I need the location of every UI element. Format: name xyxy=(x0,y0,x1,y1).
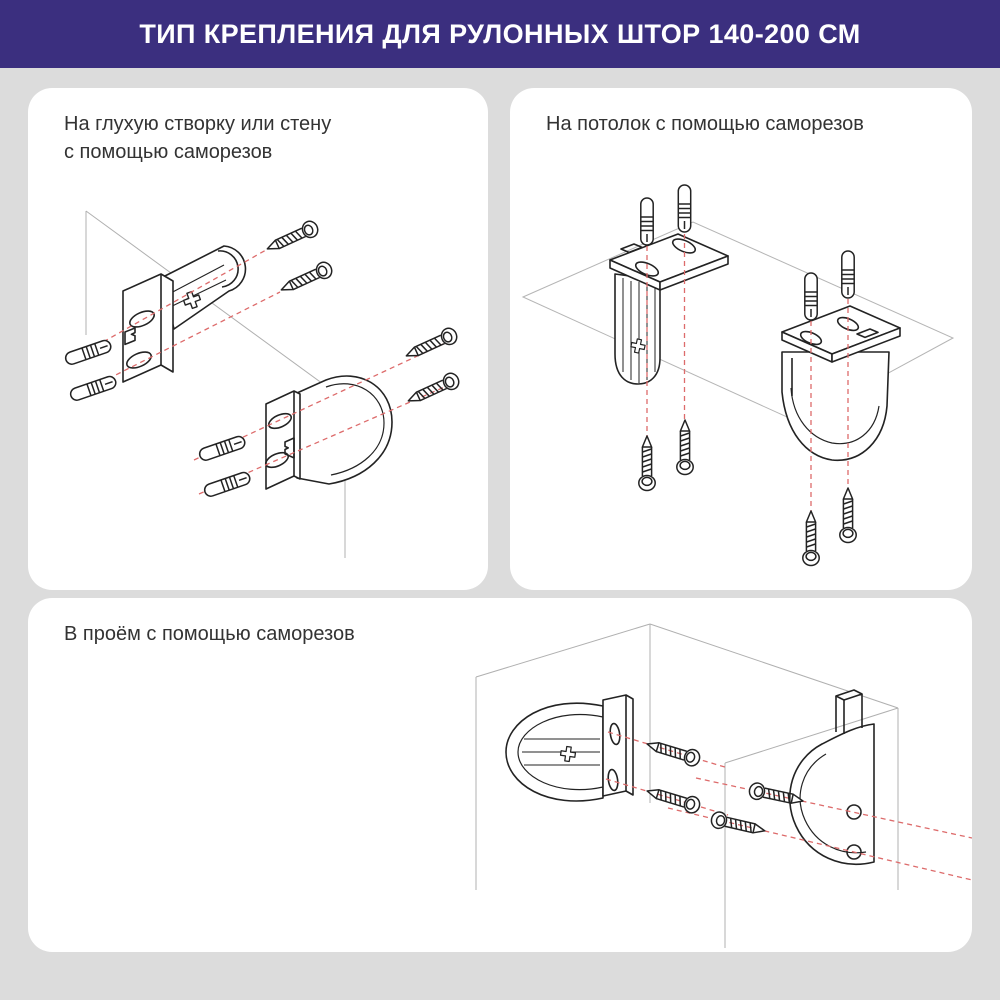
alignment-dash-lines xyxy=(606,732,972,880)
panel-opening-heading: В проём с помощью саморезов xyxy=(64,623,355,645)
opening-mount-diagram xyxy=(28,598,972,952)
ceiling-mount-diagram xyxy=(510,88,972,590)
opening-bracket-end xyxy=(790,690,874,864)
panel-opening-mount xyxy=(28,598,972,952)
ceiling-bracket-mechanism xyxy=(610,234,728,384)
end-bracket xyxy=(264,376,392,489)
panel-ceiling-heading: На потолок с помощью саморезов xyxy=(546,113,864,135)
page-title: ТИП КРЕПЛЕНИЯ ДЛЯ РУЛОННЫХ ШТОР 140-200 СМ xyxy=(139,18,861,49)
title-bar xyxy=(0,0,1000,68)
opening-bracket-mechanism xyxy=(506,695,633,801)
ceiling-bracket-end xyxy=(782,306,900,460)
panel-ceiling-mount xyxy=(510,88,972,590)
panel-sash-wall-mount xyxy=(28,88,488,590)
panel-sash-heading: На глухую створку или стену с помощью саморезов xyxy=(64,113,332,163)
ceiling-plane xyxy=(523,222,953,422)
